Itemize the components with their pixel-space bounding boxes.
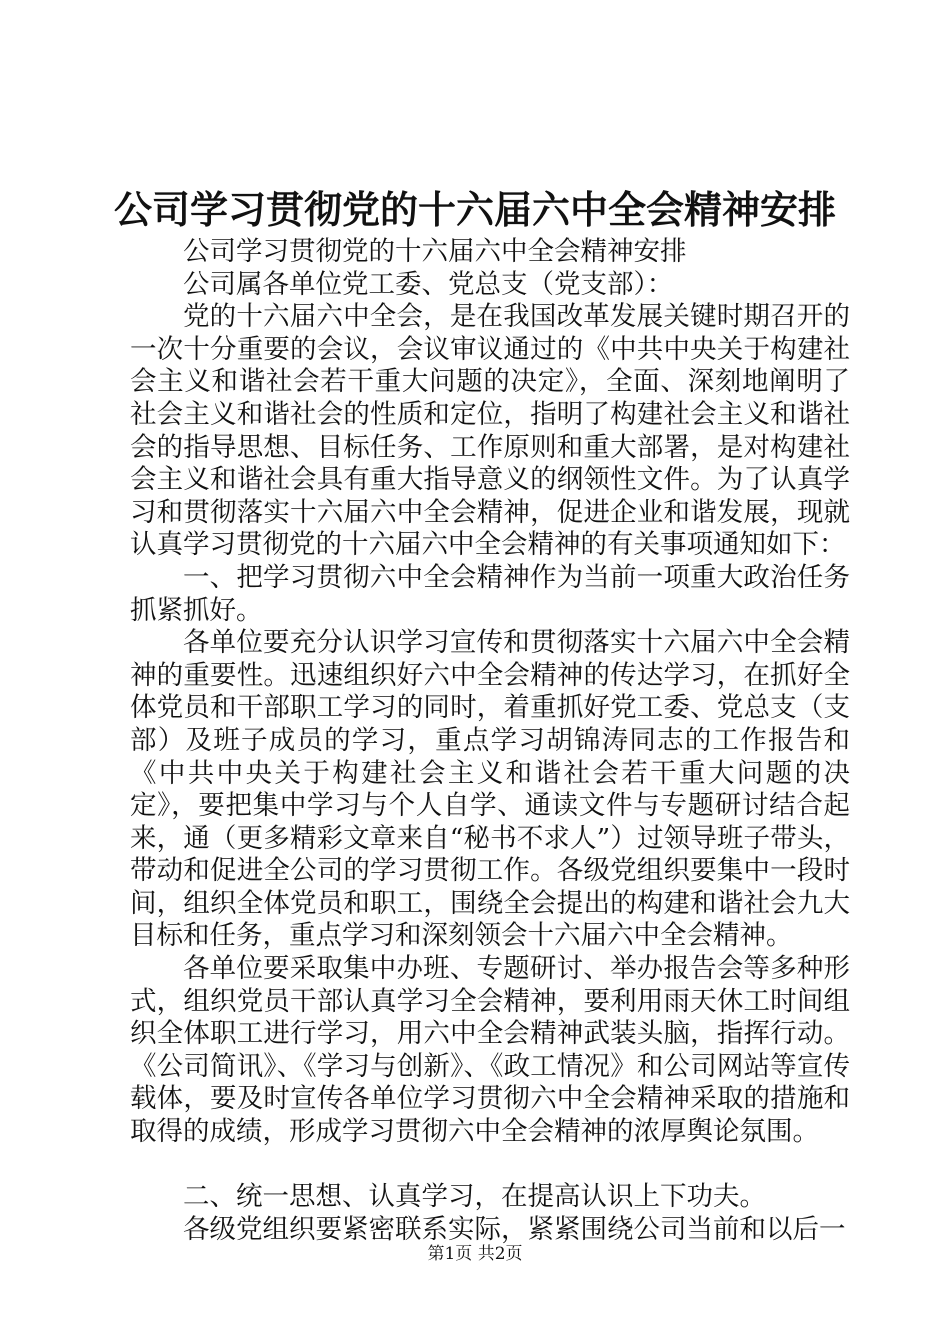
document-body	[130, 236, 850, 1246]
page-footer: 第1页 共2页	[427, 1244, 523, 1264]
paragraph-section-1-body-1: 各单位要充分认识学习宣传和贯彻落实十六届六中全会精神的重要性。迅速组织好六中全会精神的传达学习，在抓好全体党员和干部职工学习的同时，着重抓好党工委、党总支（支部）及班子成员的学习，重点学习胡锦涛同志的工作报告和《中共中央关于构建社会主义和谐社会若干重大问题的决定》，要把集中学习与个人自学、通读文件与专题研讨结合起来，通（更多精彩文章来自“秘书不求人”）过领导班子带头，带动和促进全公司的学习贯彻工作。各级党组织要集中一段时间，组织全体党员和职工，围绕全会提出的构建和谐社会九大目标和任务，重点学习和深刻领会十六届六中全会精神。	[130, 627, 850, 952]
paragraph-section-1-body-2: 各单位要采取集中办班、专题研讨、举办报告会等多种形式，组织党员干部认真学习全会精神，要利用雨天休工时间组织全体职工进行学习，用六中全会精神武装头脑，指挥行动。《公司简讯》、《学习与创新》、《政工情况》和公司网站等宣传载体，要及时宣传各单位学习贯彻六中全会精神采取的措施和取得的成绩，形成学习贯彻六中全会精神的浓厚舆论氛围。	[130, 953, 850, 1148]
paragraph-salutation: 公司属各单位党工委、党总支（党支部）：	[183, 268, 674, 300]
document-title: 公司学习贯彻党的十六届六中全会精神安排	[113, 187, 836, 232]
paragraph-section-2-heading: 二、统一思想、认真学习，在提高认识上下功夫。	[183, 1181, 766, 1213]
paragraph-subtitle: 公司学习贯彻党的十六届六中全会精神安排	[183, 236, 687, 267]
paragraph-section-1-heading: 一、把学习贯彻六中全会精神作为当前一项重大政治任务抓紧抓好。	[130, 561, 850, 626]
paragraph-intro: 党的十六届六中全会，是在我国改革发展关键时期召开的一次十分重要的会议，会议审议通过的《中共中央关于构建社会主义和谐社会若干重大问题的决定》，全面、深刻地阐明了社会主义和谐社会的性质和定位，指明了构建社会主义和谐社会的指导思想、目标任务、工作原则和重大部署，是对构建社会主义和谐社会具有重大指导意义的纲领性文件。为了认真学习和贯彻落实十六届六中全会精神，促进企业和谐发展，现就认真学习贯彻党的十六届六中全会精神的有关事项通知如下：	[130, 301, 850, 561]
paragraph-section-2-body: 各级党组织要紧密联系实际，紧紧围绕公司当前和以后一	[183, 1213, 846, 1245]
